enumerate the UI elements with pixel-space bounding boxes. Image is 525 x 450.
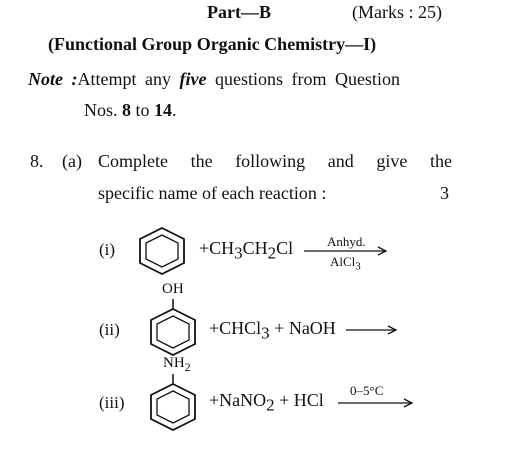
marks-heading: (Marks : 25) <box>352 2 442 22</box>
note-line <box>28 69 400 90</box>
reaction-arrow-icon <box>346 325 398 335</box>
question-marks: 3 <box>440 183 449 203</box>
reaction-label-iii: (iii) <box>99 393 125 412</box>
reaction-ii-reagents <box>209 318 336 344</box>
note-from-question: 8 <box>122 100 132 120</box>
subscript: 3 <box>234 243 243 263</box>
note-text-before: Attempt any <box>77 69 180 89</box>
subscript: 2 <box>267 243 277 263</box>
note-connector: to <box>131 100 155 120</box>
reaction-iii-reagents <box>209 390 324 416</box>
reaction-label-ii: (ii) <box>99 320 120 339</box>
subscript: 2 <box>266 395 275 415</box>
substituent-text: NH <box>163 355 185 371</box>
reaction-i-reagents <box>199 238 293 264</box>
arrow-condition-label: 0–5°C <box>350 383 384 398</box>
reagent-text: +NaNO <box>209 390 267 410</box>
reagent-text: +CHCl <box>209 318 262 338</box>
benzene-ring-icon <box>136 226 188 276</box>
hydroxyl-substituent: OH <box>162 281 184 297</box>
question-word: and <box>327 151 354 171</box>
catalyst-text: AlCl <box>330 254 356 269</box>
question-line-2: specific name of each reaction : <box>98 183 327 203</box>
question-word: following <box>235 151 306 171</box>
arrow-bottom-label <box>330 254 361 273</box>
subscript: 3 <box>355 260 361 273</box>
question-number: 8. <box>30 151 44 171</box>
reagent-text: Cl <box>276 238 294 258</box>
phenol-ring-icon <box>147 297 199 357</box>
note-text-after: questions from Question <box>206 69 400 89</box>
question-word: the <box>429 151 452 171</box>
part-heading: Part—B <box>207 2 271 22</box>
note-suffix: . <box>172 100 177 120</box>
question-word: give <box>376 151 408 171</box>
aniline-ring-icon <box>147 372 199 432</box>
reagent-text: + NaOH <box>269 318 336 338</box>
reaction-arrow-icon <box>338 398 414 408</box>
note-label: Note : <box>28 69 78 89</box>
reagent-text: +CH <box>199 238 235 258</box>
question-line-1 <box>98 151 452 172</box>
arrow-top-label: Anhyd. <box>327 234 366 249</box>
note-to-question: 14 <box>154 100 173 120</box>
section-subtitle: (Functional Group Organic Chemistry—I) <box>48 34 377 54</box>
reagent-text: + HCl <box>274 390 324 410</box>
subscript: 3 <box>261 323 270 343</box>
question-word: the <box>190 151 213 171</box>
note-emphasis: five <box>179 69 207 89</box>
subscript: 2 <box>184 360 191 374</box>
reaction-label-i: (i) <box>99 240 116 259</box>
question-word: Complete <box>98 151 168 171</box>
note-line-2 <box>84 100 177 121</box>
question-part: (a) <box>62 151 82 171</box>
reagent-text: CH <box>242 238 268 258</box>
note-nos-prefix: Nos. <box>84 100 123 120</box>
